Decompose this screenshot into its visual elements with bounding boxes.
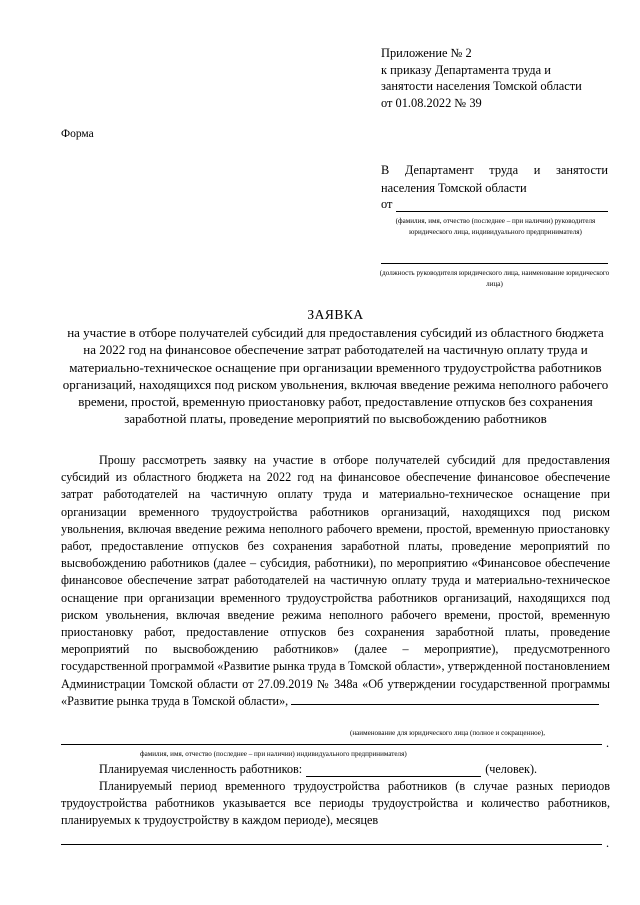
planned-count-field[interactable] (306, 764, 481, 777)
planned-period-field[interactable] (61, 844, 602, 845)
addressee-text: В Департамент труда и занятости населения Томской области (381, 163, 608, 195)
appendix-line: Приложение № 2 (381, 46, 472, 60)
form-label: Форма (61, 128, 94, 140)
hint-entrepreneur: фамилия, имя, отчество (последнее – при наличии) индивидуального предпринимателя) (140, 750, 407, 758)
period-mark-2: . (606, 836, 610, 850)
organization-name-field[interactable] (291, 694, 599, 705)
position-field[interactable] (381, 263, 608, 264)
period-mark: . (606, 736, 610, 750)
organization-name-field-2[interactable] (61, 744, 602, 745)
from-row (381, 197, 608, 212)
planned-period-text: Планируемый период временного трудоустройства работников (в случае разных периодов трудоустройства работников указывается все периоды трудоустройства и количество работников, планируемых к трудоустройству в каждом периоде), месяцев (61, 779, 610, 828)
planned-count-row (99, 762, 610, 777)
document-title (61, 306, 610, 427)
appendix-line: от 01.08.2022 № 39 (381, 95, 482, 110)
from-label: от (381, 197, 393, 211)
appendix-line: к приказу Департамента труда и (381, 62, 551, 77)
title-main: ЗАЯВКА (307, 307, 364, 322)
hint-applicant-name: (фамилия, имя, отчество (последнее – при наличии) руководителя юридического лица, индивидуального предпринимателя) (395, 217, 596, 236)
hint-position: (должность руководителя юридического лица, наименование юридического лица) (379, 269, 610, 288)
hint-organization: (наименование для юридического лица (полное и сокращенное), (350, 729, 546, 737)
request-body (61, 452, 610, 710)
appendix-line: занятости населения Томской области (381, 79, 582, 93)
title-subtitle: на участие в отборе получателей субсидий для предоставления субсидий из областного бюджета на 2022 год на финансовое обеспечение затрат работодателей на частичную оплату труда и материально-техническое оснащение при организации временного трудоустройства работников организаций, находящихся под риском увольнения, включая введение режима неполного рабочего времени, простой, временную приостановку работ, предоставление отпусков без сохранения заработной платы, проведение мероприятий по высвобождению работников (62, 325, 609, 427)
appendix-header (381, 45, 621, 111)
planned-count-label: Планируемая численность работников: (99, 762, 303, 776)
planned-count-unit: (человек). (485, 762, 538, 776)
request-paragraph: Прошу рассмотреть заявку на участие в отборе получателей субсидий для предоставления субсидий из областного бюджета на 2022 год на финансовое обеспечение финансовое обеспечение затрат работодателей на частичную оплату труда и материально-техническое оснащение при организации временного трудоустройства работников организаций, находящихся под риском увольнения, включая введение режима неполного рабочего времени, простой, временную приостановку работ, предоставление отпусков без сохранения заработной платы, проведение мероприятий по высвобождению работников (далее – субсидия, работники), по мероприятию «Финансовое обеспечение финансовое обеспечение затрат работодателей на частичную оплату труда и материально-техническое оснащение при организации временного трудоустройства работников организаций, находящихся под риском увольнения, включая введение режима неполного рабочего времени, простой, временную приостановку работ, предоставление отпусков без сохранения заработной платы, проведение мероприятий по высвобождению работников» (далее – мероприятие), предусмотренного государственной программой «Развитие рынка труда в Томской области», утвержденной постановлением Администрации Томской области от 27.09.2019 № 348а «Об утверждении государственной программы «Развитие рынка труда в Томской области», (61, 453, 610, 708)
planned-period (61, 778, 610, 830)
from-name-field[interactable] (396, 199, 608, 212)
